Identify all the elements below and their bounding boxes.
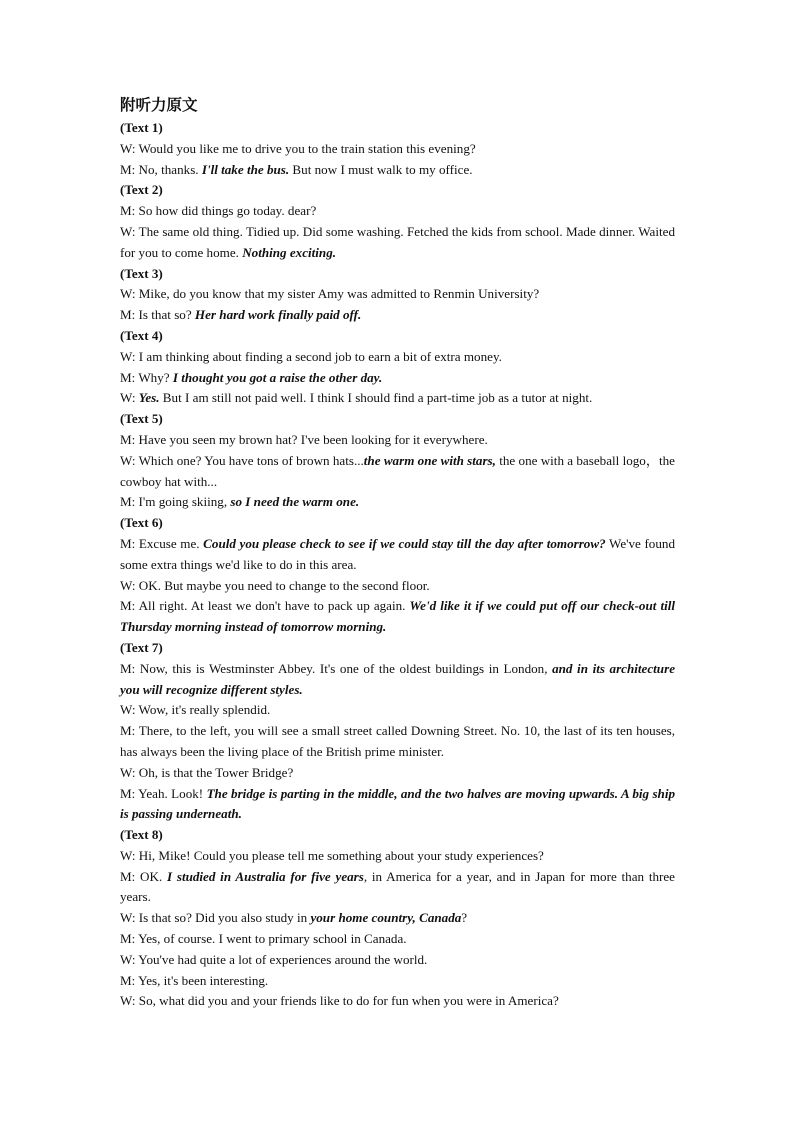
transcript-section: [120, 825, 675, 1012]
dialogue-text: But now I must walk to my office.: [289, 161, 473, 177]
dialogue-text: W: Would you like me to drive you to the train station this evening?: [120, 140, 476, 156]
dialogue-line: [120, 534, 675, 576]
transcript-section: [120, 409, 675, 513]
dialogue-text: W: Wow, it's really splendid.: [120, 702, 271, 718]
dialogue-text: W: Oh, is that the Tower Bridge?: [120, 764, 294, 780]
dialogue-text: W: OK. But maybe you need to change to the second floor.: [120, 577, 430, 593]
answer-highlight: Her hard work finally paid off.: [194, 307, 362, 323]
dialogue-text: M: All right. At least we don't have to pack up again.: [120, 598, 410, 614]
transcript-body: [120, 118, 675, 1012]
dialogue-text: M: Now, this is Westminster Abbey. It's one of the oldest buildings in London,: [120, 660, 553, 676]
dialogue-text: , in America for a year, and in Japan for more than three years.: [120, 868, 675, 905]
dialogue-text: M: Excuse me.: [120, 535, 204, 551]
transcript-section: [120, 326, 675, 409]
answer-highlight: and in its architecture you will recognize different styles.: [120, 660, 676, 697]
dialogue-line: [120, 929, 675, 950]
dialogue-line: [120, 305, 675, 326]
dialogue-line: [120, 388, 675, 409]
section-heading: (Text 4): [120, 327, 163, 343]
dialogue-line: [120, 659, 675, 701]
transcript-section: [120, 264, 675, 326]
transcript-section: [120, 638, 675, 825]
answer-highlight: your home country, Canada: [310, 910, 462, 926]
transcript-section: [120, 180, 675, 263]
section-heading: (Text 7): [120, 639, 163, 655]
dialogue-line: [120, 763, 675, 784]
answer-highlight: Could you please check to see if we could stay till the day after tomorrow?: [203, 535, 606, 551]
dialogue-line: [120, 451, 675, 493]
dialogue-line: [120, 139, 675, 160]
dialogue-text: M: So how did things go today. dear?: [120, 203, 317, 219]
dialogue-text: W: You've had quite a lot of experiences around the world.: [120, 951, 428, 967]
dialogue-text: M: Yeah. Look!: [120, 785, 207, 801]
answer-highlight: I studied in Australia for five years: [167, 868, 364, 884]
answer-highlight: so I need the warm one.: [230, 494, 360, 510]
dialogue-text: ?: [461, 910, 468, 926]
dialogue-line: [120, 284, 675, 305]
answer-highlight: The bridge is parting in the middle, and the two halves are moving upwards. A big ship is passing underneath.: [120, 785, 676, 822]
dialogue-line: [120, 430, 675, 451]
dialogue-line: [120, 991, 675, 1012]
dialogue-text: We've found some extra things we'd like to do in this area.: [120, 535, 675, 572]
answer-highlight: We'd like it if we could put off our check-out till Thursday morning instead of tomorrow morning.: [120, 598, 676, 635]
dialogue-text: the one with a baseball logo，the cowboy hat with...: [120, 452, 675, 489]
section-heading: (Text 1): [120, 120, 163, 135]
section-heading: (Text 8): [120, 827, 163, 843]
dialogue-text: W: The same old thing. Tidied up. Did some washing. Fetched the kids from school. Made dinner. Waited for you to come home.: [120, 223, 675, 260]
section-heading: (Text 6): [120, 515, 163, 531]
dialogue-text: W:: [120, 390, 139, 406]
dialogue-line: [120, 368, 675, 389]
dialogue-text: W: Mike, do you know that my sister Amy was admitted to Renmin University?: [120, 286, 540, 302]
dialogue-line: [120, 867, 675, 909]
dialogue-line: [120, 700, 675, 721]
dialogue-line: [120, 222, 675, 264]
dialogue-line: [120, 950, 675, 971]
dialogue-line: [120, 596, 675, 638]
dialogue-text: M: Why?: [120, 369, 173, 385]
answer-highlight: I thought you got a raise the other day.: [172, 369, 383, 385]
answer-highlight: I'll take the bus.: [201, 161, 290, 177]
dialogue-line: [120, 721, 675, 763]
dialogue-text: But I am still not paid well. I think I should find a part-time job as a tutor at night.: [159, 390, 593, 406]
dialogue-line: [120, 347, 675, 368]
section-heading: (Text 3): [120, 265, 163, 281]
dialogue-line: [120, 784, 675, 826]
answer-highlight: Yes.: [138, 390, 160, 406]
dialogue-text: W: Hi, Mike! Could you please tell me something about your study experiences?: [120, 847, 544, 863]
answer-highlight: the warm one with stars,: [363, 452, 496, 468]
section-heading: (Text 2): [120, 182, 163, 198]
dialogue-text: M: Have you seen my brown hat? I've been looking for it everywhere.: [120, 431, 488, 447]
dialogue-text: W: Which one? You have tons of brown hats...: [120, 452, 364, 468]
dialogue-text: W: So, what did you and your friends like to do for fun when you were in America?: [120, 993, 559, 1009]
dialogue-line: [120, 492, 675, 513]
dialogue-text: M: No, thanks.: [120, 161, 202, 177]
section-heading: (Text 5): [120, 411, 163, 427]
dialogue-line: [120, 971, 675, 992]
dialogue-text: W: I am thinking about finding a second job to earn a bit of extra money.: [120, 348, 502, 364]
document-title: 附听力原文: [120, 96, 198, 114]
transcript-section: [120, 118, 675, 180]
transcript-section: [120, 513, 675, 638]
dialogue-text: M: Yes, it's been interesting.: [120, 972, 269, 988]
dialogue-text: W: Is that so? Did you also study in: [120, 910, 311, 926]
dialogue-line: [120, 908, 675, 929]
dialogue-text: M: I'm going skiing,: [120, 494, 231, 510]
dialogue-line: [120, 201, 675, 222]
dialogue-text: M: Yes, of course. I went to primary school in Canada.: [120, 931, 407, 947]
dialogue-text: M: There, to the left, you will see a small street called Downing Street. No. 10, the last of its ten houses, has always been the living place of the British prime minister.: [120, 723, 675, 759]
dialogue-line: [120, 846, 675, 867]
document-page: [120, 94, 675, 1012]
dialogue-text: M: Is that so?: [120, 307, 195, 323]
dialogue-line: [120, 576, 675, 597]
dialogue-text: M: OK.: [120, 868, 167, 884]
dialogue-line: [120, 160, 675, 181]
answer-highlight: Nothing exciting.: [242, 244, 337, 260]
